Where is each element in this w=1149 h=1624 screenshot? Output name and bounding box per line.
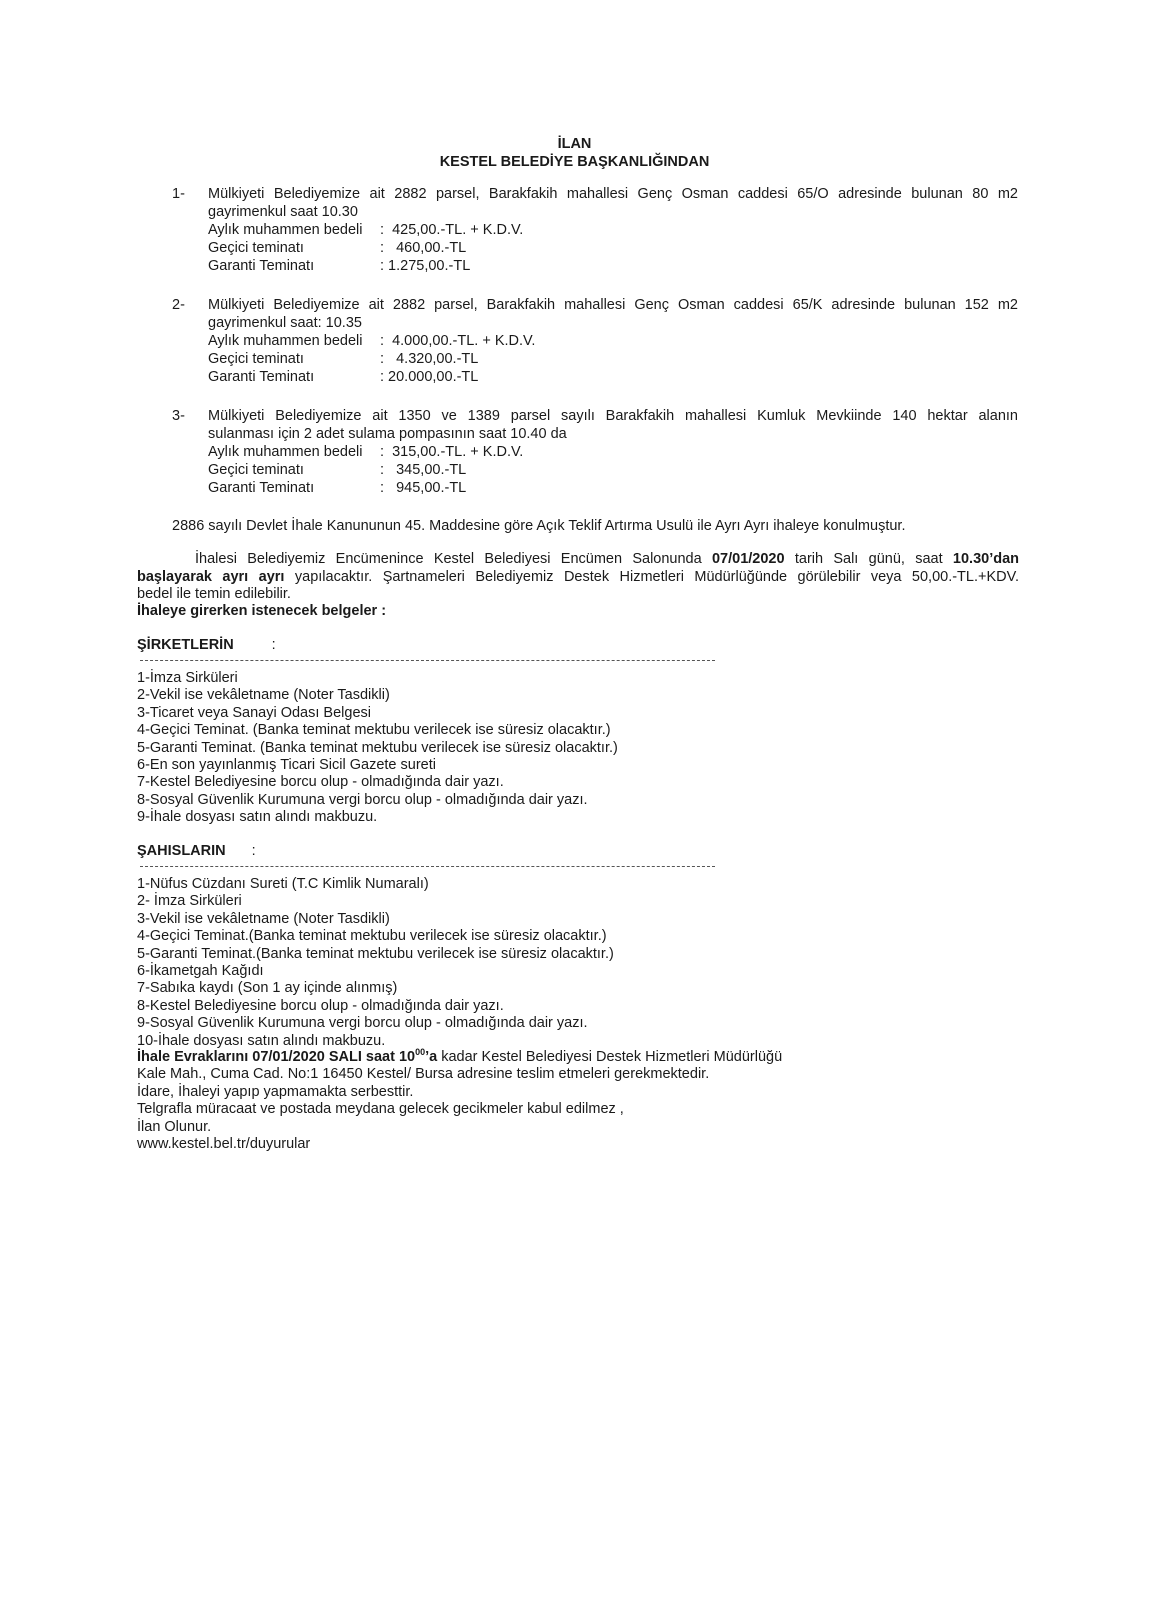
item-number: 1- (172, 186, 185, 202)
documents-heading: İhaleye girerken istenecek belgeler : (137, 603, 387, 619)
item-row (208, 350, 1018, 368)
row-label: Garanti Teminatı (208, 258, 315, 274)
auction-item-2 (172, 296, 1018, 386)
item-description-cont: gayrimenkul saat 10.30 (208, 204, 358, 220)
tender-date: 07/01/2020 (711, 551, 785, 567)
item-description-cont: sulanması için 2 adet sulama pompasının saat 10.40 da (208, 426, 567, 442)
list-item: 1-İmza Sirküleri (137, 670, 238, 686)
row-value: : 345,00.-TL (380, 462, 467, 478)
row-label: Geçici teminatı (208, 240, 304, 256)
item-row (208, 257, 1018, 275)
persons-heading-text: ŞAHISLARIN (137, 843, 226, 859)
list-item: 6-İkametgah Kağıdı (137, 963, 264, 980)
row-label: Geçici teminatı (208, 462, 304, 478)
row-value: : 20.000,00.-TL (380, 369, 479, 385)
row-label: Aylık muhammen bedeli (208, 444, 363, 460)
row-value: : 1.275,00.-TL (380, 258, 471, 274)
item-row (208, 479, 1018, 497)
list-item: 2-Vekil ise vekâletname (Noter Tasdikli) (137, 687, 390, 704)
row-label: Garanti Teminatı (208, 480, 315, 496)
divider (140, 866, 715, 867)
deadline-bold: İhale Evraklarını 07/01/2020 SALI saat 10 (137, 1049, 416, 1065)
list-item: 9-İhale dosyası satın alındı makbuzu. (137, 809, 378, 826)
divider (140, 660, 715, 661)
document-title: İLAN (557, 136, 592, 152)
tender-text: tarih Salı günü, saat (784, 551, 953, 567)
address-line: Kale Mah., Cuma Cad. No:1 16450 Kestel/ Bursa adresine teslim etmeleri gerekmektedir. (137, 1066, 710, 1083)
tender-line-3: bedel ile temin edilebilir. (137, 586, 291, 602)
list-item: 5-Garanti Teminat. (Banka teminat mektubu verilecek ise süresiz olacaktır.) (137, 739, 618, 756)
row-value: : 4.320,00.-TL (380, 351, 479, 367)
item-description: Mülkiyeti Belediyemize ait 2882 parsel, Barakfakih mahallesi Genç Osman caddesi 65/K adresinde bulunan 152 m2 (208, 297, 1018, 313)
row-label: Geçici teminatı (208, 351, 304, 367)
row-label: Aylık muhammen bedeli (208, 222, 363, 238)
tender-text: yapılacaktır. Şartnameleri Belediyemiz Destek Hizmetleri Müdürlüğünde görülebilir veya 50,00.-TL.+KDV. (284, 568, 1019, 585)
item-description-cont: gayrimenkul saat: 10.35 (208, 315, 362, 331)
item-description: Mülkiyeti Belediyemize ait 1350 ve 1389 parsel sayılı Barakfakih mahallesi Kumluk Mevkiinde 140 hektar alanın (208, 408, 1018, 424)
deadline-sup: 00 (415, 1047, 426, 1058)
row-value: : 460,00.-TL (380, 240, 467, 256)
list-item: 7-Sabıka kaydı (Son 1 ay içinde alınmış) (137, 980, 398, 997)
list-item: 9-Sosyal Güvenlik Kurumuna vergi borcu olup - olmadığında dair yazı. (137, 1015, 588, 1032)
tender-bold: başlayarak ayrı ayrı (137, 568, 285, 585)
row-label: Garanti Teminatı (208, 369, 315, 385)
announcement-line: İlan Olunur. (137, 1118, 212, 1135)
telegraph-line: Telgrafla müracaat ve postada meydana gelecek gecikmeler kabul edilmez , (137, 1101, 624, 1118)
persons-list (137, 876, 614, 1050)
tender-paragraph (137, 551, 1019, 604)
item-row (208, 332, 1018, 350)
list-item: 5-Garanti Teminat.(Banka teminat mektubu verilecek ise süresiz olacaktır.) (137, 945, 614, 962)
list-item: 7-Kestel Belediyesine borcu olup - olmadığında dair yazı. (137, 774, 504, 791)
deadline-line (137, 1049, 782, 1066)
item-row (208, 221, 1018, 239)
tender-line-1 (137, 551, 1019, 569)
list-item: 6-En son yayınlanmış Ticari Sicil Gazete sureti (137, 757, 436, 774)
heading-colon: : (251, 843, 256, 859)
list-item: 3-Vekil ise vekâletname (Noter Tasdikli) (137, 910, 390, 927)
item-number: 3- (172, 408, 185, 424)
row-value: : 4.000,00.-TL. + K.D.V. (380, 333, 536, 349)
list-item: 3-Ticaret veya Sanayi Odası Belgesi (137, 704, 371, 721)
law-note: 2886 sayılı Devlet İhale Kanununun 45. Maddesine göre Açık Teklif Artırma Usulü ile Ayrı Ayrı ihaleye konulmuştur. (172, 518, 906, 534)
companies-list (137, 670, 618, 827)
row-value: : 315,00.-TL. + K.D.V. (380, 444, 524, 460)
auction-item-3 (172, 407, 1018, 497)
list-item: 4-Geçici Teminat.(Banka teminat mektubu verilecek ise süresiz olacaktır.) (137, 928, 607, 945)
tender-text: İhalesi Belediyemiz Encümenince Kestel Belediyesi Encümen Salonunda (195, 551, 712, 567)
list-item: 2- İmza Sirküleri (137, 893, 242, 910)
list-item: 8-Kestel Belediyesine borcu olup - olmadığında dair yazı. (137, 997, 504, 1014)
tender-line-2 (137, 569, 1019, 587)
website-link[interactable]: www.kestel.bel.tr/duyurular (137, 1136, 311, 1153)
auction-item-1 (172, 185, 1018, 275)
row-value: : 425,00.-TL. + K.D.V. (380, 222, 524, 238)
item-number: 2- (172, 297, 185, 313)
list-item: 8-Sosyal Güvenlik Kurumuna vergi borcu olup - olmadığında dair yazı. (137, 791, 588, 808)
closing-block (137, 1049, 782, 1153)
companies-heading-text: ŞİRKETLERİN (137, 637, 234, 653)
heading-colon: : (271, 637, 276, 653)
list-item: 4-Geçici Teminat. (Banka teminat mektubu verilecek ise süresiz olacaktır.) (137, 722, 611, 739)
item-description: Mülkiyeti Belediyemize ait 2882 parsel, Barakfakih mahallesi Genç Osman caddesi 65/O adresinde bulunan 80 m2 (208, 186, 1018, 202)
row-label: Aylık muhammen bedeli (208, 333, 363, 349)
deadline-bold-suffix: ’a (425, 1049, 438, 1065)
item-row (208, 239, 1018, 257)
row-value: : 945,00.-TL (380, 480, 467, 496)
item-row (208, 461, 1018, 479)
list-item: 1-Nüfus Cüzdanı Sureti (T.C Kimlik Numaralı) (137, 876, 429, 892)
companies-heading (137, 637, 276, 654)
list-item: 10-İhale dosyası satın alındı makbuzu. (137, 1032, 386, 1049)
right-reserved-line: İdare, İhaleyi yapıp yapmamakta serbesttir. (137, 1083, 414, 1100)
persons-heading (137, 843, 256, 860)
tender-time: 10.30’dan (952, 551, 1019, 567)
deadline-text: kadar Kestel Belediyesi Destek Hizmetleri Müdürlüğü (437, 1049, 783, 1065)
document-subtitle: KESTEL BELEDİYE BAŞKANLIĞINDAN (439, 154, 710, 170)
item-row (208, 443, 1018, 461)
item-row (208, 368, 1018, 386)
